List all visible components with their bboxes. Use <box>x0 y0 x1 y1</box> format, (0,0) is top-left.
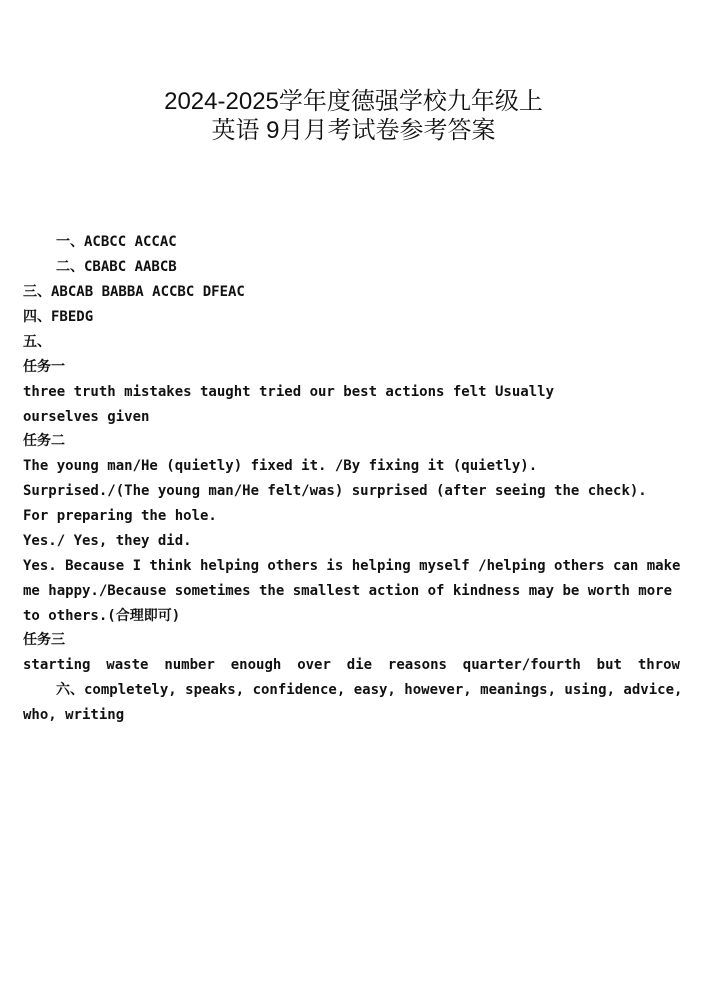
task1-heading: 任务一 <box>23 359 65 375</box>
answer-part3: 三、ABCAB BABBA ACCBC DFEAC <box>23 284 245 300</box>
answer-part1: 一、ACBCC ACCAC <box>56 234 177 250</box>
task3-word: starting <box>23 657 91 673</box>
task2-line2: Surprised./(The young man/He felt/was) surprised (after seeing the check). <box>23 483 647 499</box>
answer-part2: 二、CBABC AABCB <box>56 259 177 275</box>
answer-part4: 四、FBEDG <box>23 309 94 325</box>
task2-heading: 任务二 <box>23 433 65 449</box>
task3-word: but <box>596 657 622 673</box>
task2-line1: The young man/He (quietly) fixed it. /By fixing it (quietly). <box>23 458 538 474</box>
task2-line5: Yes. Because I think helping others is helping myself /helping others can make <box>23 558 681 574</box>
answer-part6-line2: who, writing <box>23 707 125 723</box>
task3-word: quarter/fourth <box>462 657 581 673</box>
task2-line4: Yes./ Yes, they did. <box>23 533 192 549</box>
task2-line6: me happy./Because sometimes the smallest action of kindness may be worth more <box>23 583 673 599</box>
task3-word: waste <box>106 657 149 673</box>
task2-line7: to others.(合理即可) <box>23 608 181 624</box>
answer-part6-line1: 六、completely, speaks, confidence, easy, however, meanings, using, advice, <box>56 682 683 698</box>
task3-word: die <box>346 657 373 673</box>
answer-part5: 五、 <box>23 334 51 350</box>
document-title-line2: 英语 9月月考试卷参考答案 <box>211 117 496 144</box>
task3-heading: 任务三 <box>23 632 65 648</box>
task3-word: enough <box>230 657 282 673</box>
task2-line3: For preparing the hole. <box>23 508 217 524</box>
document-title-line1: 2024-2025学年度德强学校九年级上 <box>164 88 543 115</box>
task3-word: number <box>164 657 215 673</box>
task3-words <box>23 655 680 675</box>
task3-word: throw <box>637 657 680 673</box>
task1-line2: ourselves given <box>23 409 150 425</box>
task3-word: reasons <box>387 657 447 673</box>
task3-word: over <box>297 657 331 673</box>
task1-line1: three truth mistakes taught tried our best actions felt Usually <box>23 384 555 400</box>
